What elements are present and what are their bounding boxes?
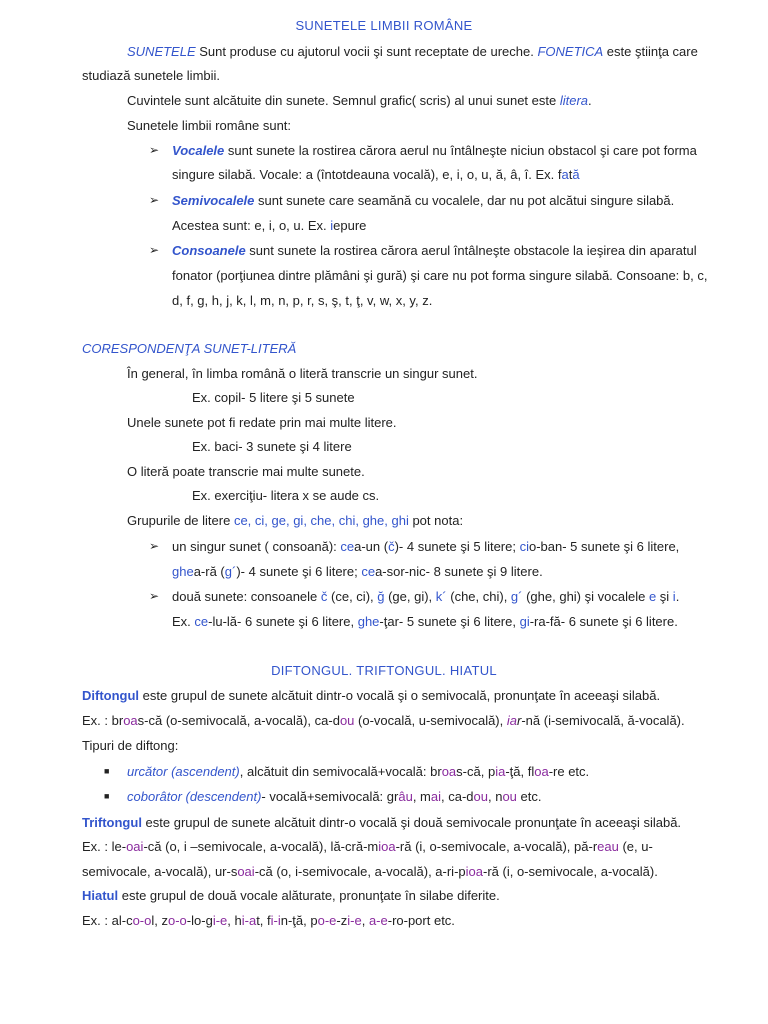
vocale-line <box>172 143 697 159</box>
text-run: Grupurile de litere <box>127 513 234 528</box>
text-run: e <box>648 589 657 604</box>
semivocale-line <box>172 218 366 234</box>
corespondenta-bullet-line <box>172 614 678 630</box>
corespondenta-line <box>127 513 463 529</box>
text-run: k´ <box>435 589 447 604</box>
diftong-line <box>82 713 685 729</box>
text-run: ghe <box>172 564 194 579</box>
text-run: fonator (porţiunea dintre plămâni şi gură) şi care nu pot forma singure silabă. Consoane: b, c, <box>172 268 708 283</box>
diftong-type-line <box>127 789 542 805</box>
text-run: ce <box>194 614 209 629</box>
text-run: FONETICA <box>537 44 604 59</box>
triftong-line <box>82 839 653 855</box>
text-run: În general, în limba română o literă transcrie un singur sunet. <box>127 366 478 381</box>
text-run: ou <box>502 789 517 804</box>
text-run: , ca-d <box>441 789 474 804</box>
text-run: -că (o, i-semivocale, a-vocală), a-ri-p <box>254 864 466 879</box>
text-run: Cuvintele sunt alcătuite din sunete. Semnul grafic( scris) al unui sunet este <box>127 93 560 108</box>
text-run: i-e <box>347 913 362 928</box>
text-run: Acestea sunt: e, i, o, u. Ex. <box>172 218 331 233</box>
text-run: s-că, p <box>456 764 496 779</box>
text-run: gi <box>519 614 530 629</box>
text-run: ou <box>473 789 488 804</box>
text-run: . <box>588 93 592 108</box>
text-run: , n <box>487 789 503 804</box>
corespondenta-bullet-line <box>172 589 679 605</box>
text-run: este grupul de două vocale alăturate, pronunţate în silabe diferite. <box>118 888 500 903</box>
text-run: (o-vocală, u-semivocală), <box>354 713 507 728</box>
text-run: Diftongul <box>82 688 140 703</box>
text-run: este grupul de sunete alcătuit dintr-o vocală şi două semivocale pronunţate în aceeaşi silabă. <box>141 815 682 830</box>
intro-line <box>127 118 291 134</box>
text-run: urcător (ascendent) <box>127 764 240 779</box>
text-run: Ex. baci- 3 sunete şi 4 litere <box>192 439 352 454</box>
text-run: Vocalele <box>172 143 225 158</box>
corespondenta-line <box>127 415 397 431</box>
text-run: Hiatul <box>82 888 119 903</box>
text-run: -ră (i, o-semivocale, a-vocală), pă-r <box>395 839 598 854</box>
text-run: ioa <box>378 839 396 854</box>
text-run: singure silabă. Vocale: a (întotdeauna vocală), e, i, o, u, ă, â, î. Ex. f <box>172 167 562 182</box>
page-title: SUNETELE LIMBII ROMÂNE <box>295 18 473 33</box>
corespondenta-line <box>127 464 365 480</box>
intro-line <box>127 44 698 60</box>
text-run: n-ţă, p <box>280 913 318 928</box>
text-run: O literă poate transcrie mai multe sunete. <box>127 464 365 479</box>
text-run: -nă (i-semivocală, ă-vocală). <box>521 713 685 728</box>
text-run: epure <box>333 218 367 233</box>
text-run: -ţă, fl <box>505 764 535 779</box>
text-run: oai <box>126 839 144 854</box>
diftong-line <box>82 738 178 754</box>
triftong-line <box>82 815 681 831</box>
text-run: č <box>388 539 395 554</box>
text-run: este ştiinţa care <box>603 44 698 59</box>
text-run: Ex. : br <box>82 713 124 728</box>
text-run: ă <box>572 167 580 182</box>
text-run: )- 4 sunete şi 6 litere; <box>236 564 362 579</box>
text-run: d, f, g, h, j, k, l, m, n, p, r, s, ş, t, ţ, v, w, x, y, z. <box>172 293 433 308</box>
square-bullet-icon: ■ <box>104 766 110 776</box>
text-run: o-e <box>317 913 337 928</box>
text-run: ou <box>339 713 355 728</box>
hiat-line <box>82 888 500 904</box>
text-run: i <box>330 218 334 233</box>
corespondenta-line <box>127 366 477 382</box>
text-run: a-e <box>368 913 388 928</box>
text-run: g´ <box>224 564 237 579</box>
text-run: i-i <box>270 913 281 928</box>
text-run: i <box>672 589 676 604</box>
consoane-line <box>172 293 432 309</box>
text-run: ghe <box>357 614 380 629</box>
text-run: ai <box>430 789 441 804</box>
text-run: i-e <box>212 913 228 928</box>
text-run: este grupul de sunete alcătuit dintr-o vocală şi o semivocală, pronunţate în aceeaşi silabă. <box>139 688 661 703</box>
text-run: a-un ( <box>354 539 389 554</box>
text-run: (ce, ci), <box>327 589 378 604</box>
text-run: o-ban- 5 sunete şi 6 litere, <box>528 539 680 554</box>
text-run: (ge, gi), <box>384 589 436 604</box>
section-heading-corespondenta: CORESPONDENŢA SUNET-LITERĂ <box>82 341 297 356</box>
consoane-line <box>172 268 707 284</box>
text-run: sunt sunete la rostirea cărora aerul întâlneşte obstacole la ieşirea din aparatul <box>245 243 697 258</box>
text-run: Ex. <box>172 614 195 629</box>
text-run: (ghe, ghi) şi vocalele <box>522 589 649 604</box>
text-run: -z <box>336 913 348 928</box>
text-run: două sunete: consoanele <box>172 589 321 604</box>
text-run: -ro-port etc. <box>387 913 455 928</box>
text-run: . <box>675 589 680 604</box>
text-run: a <box>561 167 569 182</box>
text-run: ia <box>495 764 506 779</box>
text-run: g´ <box>510 589 523 604</box>
consoane-line <box>172 243 697 259</box>
text-run: -lo-g <box>186 913 213 928</box>
text-run: (che, chi), <box>446 589 511 604</box>
text-run: o-o <box>132 913 152 928</box>
arrow-bullet-icon: ➢ <box>149 539 160 553</box>
text-run: )- 4 sunete şi 5 litere; <box>394 539 520 554</box>
triftong-line <box>82 864 658 880</box>
text-run: ğ <box>377 589 385 604</box>
text-run: oa <box>441 764 457 779</box>
text-run: un singur sunet ( consoană): <box>172 539 341 554</box>
text-run: Sunt produse cu ajutorul vocii şi sunt receptate de ureche. <box>195 44 538 59</box>
semivocale-line <box>172 193 674 209</box>
text-run: âu <box>398 789 413 804</box>
text-run: s-că (o-semivocală, a-vocală), ca-d <box>137 713 340 728</box>
intro-line <box>127 93 592 109</box>
text-run: -ră (i, o-semivocale, a-vocală). <box>483 864 658 879</box>
text-run: sunt sunete care seamănă cu vocalele, dar nu pot alcătui singure silabă. <box>254 193 675 208</box>
text-run: Consoanele <box>172 243 246 258</box>
text-run: Unele sunete pot fi redate prin mai multe litere. <box>127 415 397 430</box>
text-run: -lu-lă- 6 sunete şi 6 litere, <box>208 614 358 629</box>
text-run: t, f <box>256 913 271 928</box>
text-run: etc. <box>516 789 542 804</box>
text-run: , <box>361 913 369 928</box>
text-run: studiază sunetele limbii. <box>82 68 221 83</box>
arrow-bullet-icon: ➢ <box>149 589 160 603</box>
text-run: ce <box>340 539 355 554</box>
text-run: a-ră ( <box>193 564 225 579</box>
example-line <box>192 488 379 504</box>
text-run: i-a <box>241 913 257 928</box>
text-run: pot nota: <box>408 513 464 528</box>
text-run: Triftongul <box>82 815 142 830</box>
text-run: ioa <box>465 864 483 879</box>
text-run: Ex. copil- 5 litere şi 5 sunete <box>192 390 355 405</box>
text-run: -că (o, i –semivocale, a-vocală), lă-cră-m <box>143 839 379 854</box>
intro-line <box>82 68 220 84</box>
text-run: Sunetele limbii române sunt: <box>127 118 292 133</box>
text-run: ce <box>361 564 376 579</box>
text-run: ia <box>506 713 517 728</box>
text-run: Ex. : al-c <box>82 913 133 928</box>
text-run: -re etc. <box>548 764 590 779</box>
diftong-line <box>82 688 660 704</box>
text-run: oa <box>534 764 549 779</box>
text-run: t <box>568 167 573 182</box>
text-run: Semivocalele <box>172 193 255 208</box>
text-run: şi <box>656 589 673 604</box>
hiat-line <box>82 913 455 929</box>
text-run: , h <box>227 913 242 928</box>
text-run: č <box>320 589 328 604</box>
text-run: a-sor-nic- 8 sunete şi 9 litere. <box>375 564 543 579</box>
arrow-bullet-icon: ➢ <box>149 143 160 157</box>
text-run: Ex. : le- <box>82 839 127 854</box>
diftong-type-line <box>127 764 589 780</box>
text-run: (e, u- <box>618 839 653 854</box>
example-line <box>192 390 355 406</box>
text-run: eau <box>597 839 619 854</box>
text-run: -ra-fă- 6 sunete şi 6 litere. <box>529 614 678 629</box>
text-run: , alcătuit din semivocală+vocală: br <box>239 764 442 779</box>
text-run: -ţar- 5 sunete şi 6 litere, <box>379 614 520 629</box>
text-run: litera <box>559 93 589 108</box>
text-run: Ex. exerciţiu- litera x se aude cs. <box>192 488 380 503</box>
corespondenta-bullet-line <box>172 564 543 580</box>
text-run: oai <box>237 864 255 879</box>
example-line <box>192 439 352 455</box>
text-run: ce, ci, ge, gi, che, chi, ghe, ghi <box>233 513 409 528</box>
text-run: o-o <box>168 913 187 928</box>
text-run: r <box>517 713 522 728</box>
text-run: sunt sunete la rostirea cărora aerul nu întâlneşte niciun obstacol şi care pot forma <box>224 143 697 158</box>
text-run: Tipuri de diftong: <box>82 738 179 753</box>
text-run: semivocale, a-vocală), ur-s <box>82 864 238 879</box>
text-run: oa <box>123 713 138 728</box>
text-run: , m <box>412 789 431 804</box>
text-run: ci <box>519 539 529 554</box>
text-run: l, z <box>151 913 168 928</box>
square-bullet-icon: ■ <box>104 791 110 801</box>
vocale-line <box>172 167 580 183</box>
arrow-bullet-icon: ➢ <box>149 193 160 207</box>
corespondenta-bullet-line <box>172 539 679 555</box>
text-run: SUNETELE <box>127 44 196 59</box>
text-run: - vocală+semivocală: gr <box>261 789 399 804</box>
arrow-bullet-icon: ➢ <box>149 243 160 257</box>
section-heading-diftong: DIFTONGUL. TRIFTONGUL. HIATUL <box>271 663 497 678</box>
text-run: coborâtor (descendent) <box>127 789 262 804</box>
